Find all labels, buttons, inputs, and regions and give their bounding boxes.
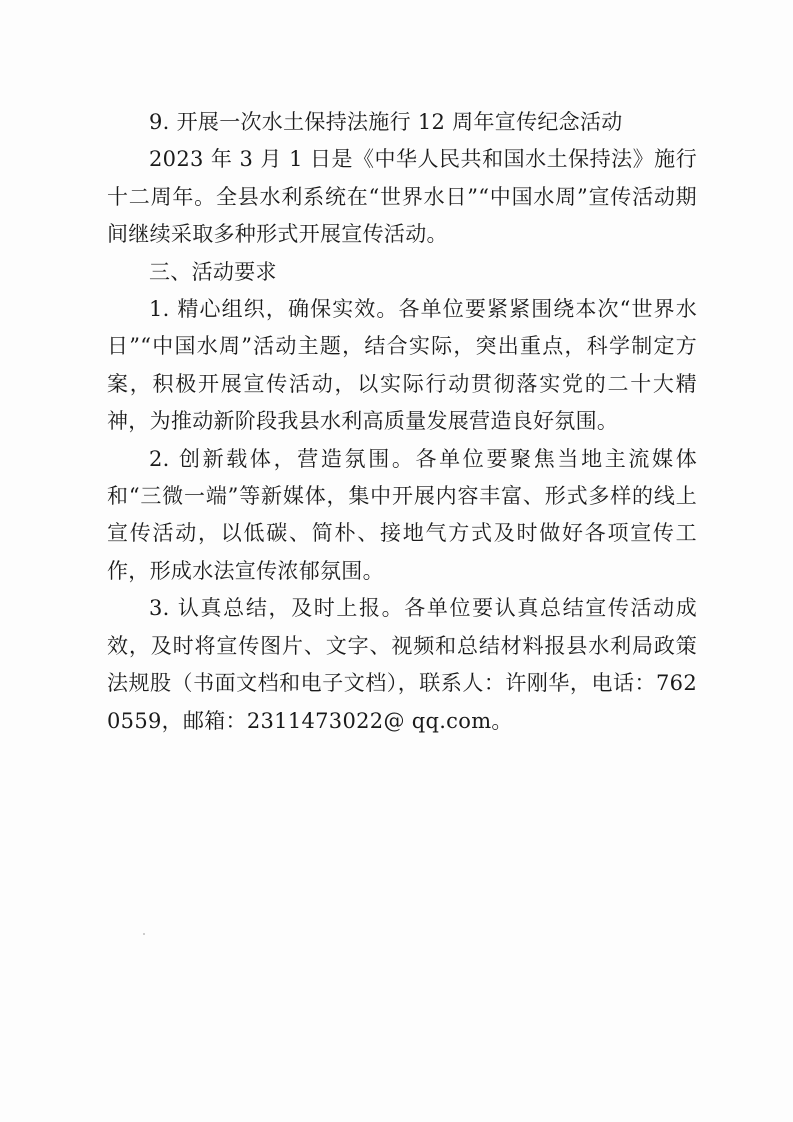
requirement-1-paragraph: 1. 精心组织，确保实效。各单位要紧紧围绕本次“世界水日”“中国水周”活动主题，结合实际，突出重点，科学制定方案，积极开展宣传活动，以实际行动贯彻落实党的二十大精神，为推动新阶段我县水利高质量发展营造良好氛围。: [107, 297, 697, 434]
requirement-3-paragraph: 3. 认真总结，及时上报。各单位要认真总结宣传活动成效，及时将宣传图片、文字、视频和总结材料报县水利局政策法规股（书面文档和电子文档），联系人：许刚华，电话：7620559，邮箱：2311473022@ qq.com。: [107, 596, 697, 733]
document-body: [107, 104, 697, 740]
requirement-2-paragraph: 2. 创新载体，营造氛围。各单位要聚焦当地主流媒体和“三微一端”等新媒体，集中开展内容丰富、形式多样的线上宣传活动，以低碳、简朴、接地气方式及时做好各项宣传工作，形成水法宣传浓郁氛围。: [107, 446, 697, 583]
item-9-heading: 9. 开展一次水土保持法施行 12 周年宣传纪念活动: [149, 110, 623, 134]
scan-speck: [143, 933, 145, 935]
section-3-heading: 三、活动要求: [149, 259, 277, 284]
item-9-body: 2023 年 3 月 1 日是《中华人民共和国水土保持法》施行十二周年。全县水利系统在“世界水日”“中国水周”宣传活动期间继续采取多种形式开展宣传活动。: [107, 147, 697, 247]
